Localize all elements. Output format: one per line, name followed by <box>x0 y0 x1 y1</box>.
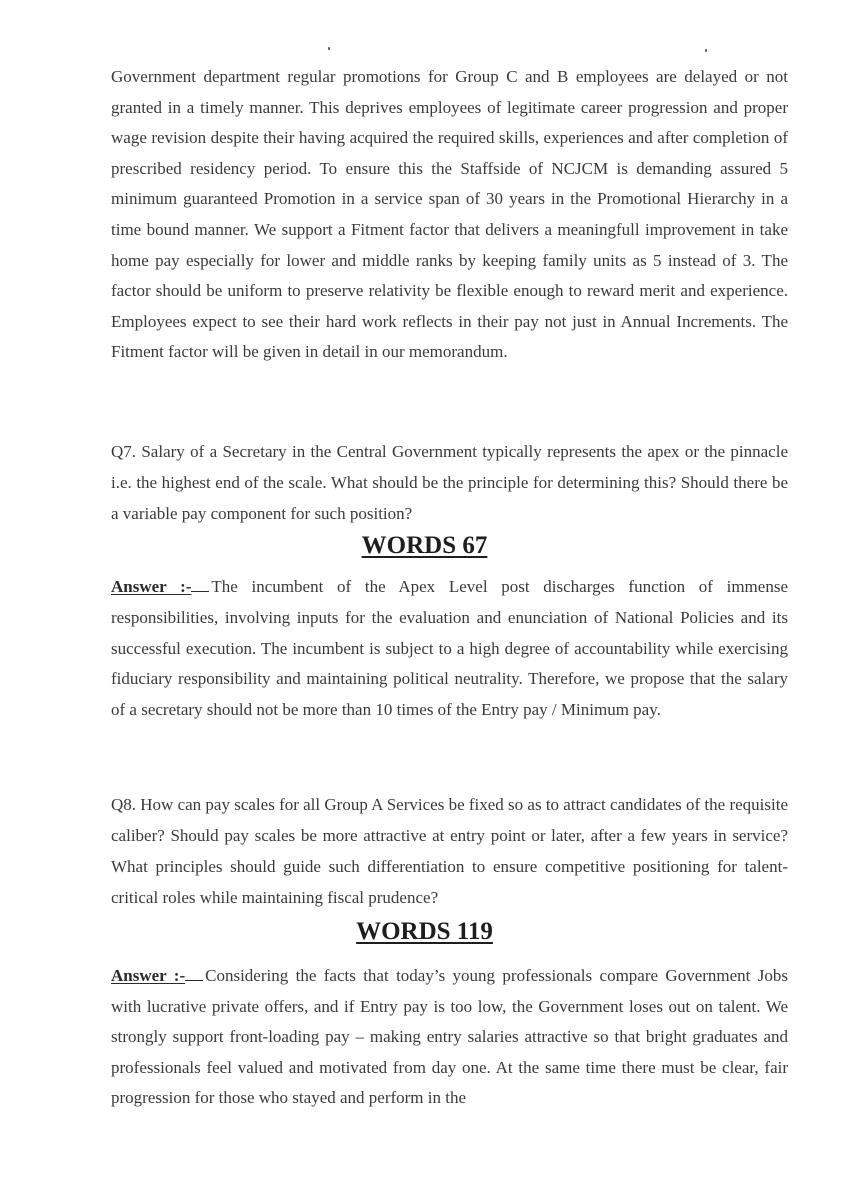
answer-underline-gap <box>185 979 203 981</box>
question-q8: Q8. How can pay scales for all Group A Services be fixed so as to attract candidates of the requisite caliber? Should pay scales be more attractive at entry point or later, after a few years in service? What principles should guide such differentiation to ensure competitive positioning for talent-critical roles while maintaining fiscal prudence? <box>111 795 788 907</box>
intro-paragraph: Government department regular promotions for Group C and B employees are delayed or not granted in a timely manner. This deprives employees of legitimate career progression and proper wage revision despite their having acquired the required skills, experiences and after completion of prescribed residency period. To ensure this the Staffside of NCJCM is demanding assured 5 minimum guaranteed Promotion in a service span of 30 years in the Promotional Hierarchy in a time bound manner. We support a Fitment factor that delivers a meaningfull improvement in take home pay especially for lower and middle ranks by keeping family units as 5 instead of 3. The factor should be uniform to preserve relativity be flexible enough to reward merit and experience. Employees expect to see their hard work reflects in their pay not just in Annual Increments. The Fitment factor will be given in detail in our memorandum. <box>111 67 788 362</box>
scan-speck <box>328 47 330 50</box>
question-q7: Q7. Salary of a Secretary in the Central Government typically represents the apex or the pinnacle i.e. the highest end of the scale. What should be the principle for determining this? Should there be a variable pay component for such position? <box>111 442 788 523</box>
answer-text: Considering the facts that today’s young professionals compare Government Jobs with lucrative private offers, and if Entry pay is too low, the Government loses out on talent. We strongly support front-loading pay – making entry salaries attractive so that bright graduates and professionals feel valued and motivated from day one. At the same time there must be clear, fair progression for those who stayed and perform in the <box>111 966 788 1107</box>
scan-speck <box>705 49 707 52</box>
answer-label: Answer :- <box>111 966 186 985</box>
answer-q7 <box>111 572 788 726</box>
answer-label: Answer :- <box>111 577 192 596</box>
word-count-heading-q8: WORDS 119 <box>356 918 493 945</box>
answer-underline-gap <box>191 590 209 592</box>
word-count-heading-q7: WORDS 67 <box>361 532 488 559</box>
answer-q8 <box>111 961 788 1114</box>
answer-text: The incumbent of the Apex Level post discharges function of immense responsibilities, involving inputs for the evaluation and enunciation of National Policies and its successful execution. The incumbent is subject to a high degree of accountability while exercising fiduciary responsibility and maintaining political neutrality. Therefore, we propose that the salary of a secretary should not be more than 10 times of the Entry pay / Minimum pay. <box>111 577 788 720</box>
